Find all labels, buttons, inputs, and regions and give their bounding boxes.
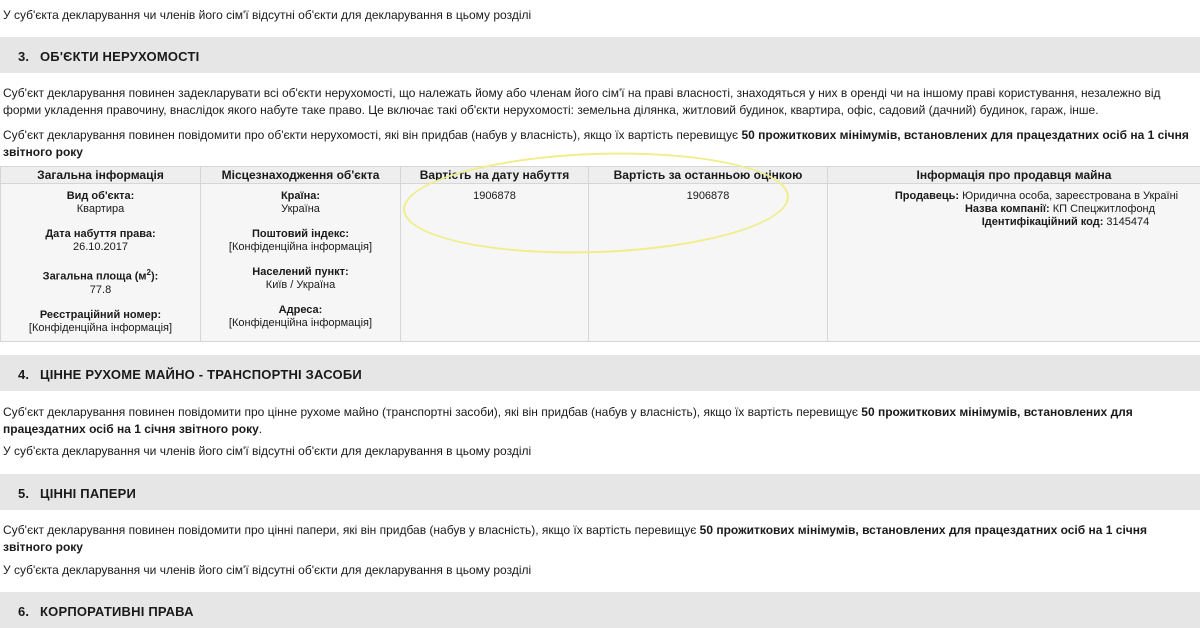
- securities-notice: Суб'єкт декларування повинен повідомити про цінні папери, які він придбав (набув у власність), якщо їх вартість перевищує 50 прожиткових мінімумів, встановлених для працездатних осіб на 1 січня звітного року: [3, 522, 1193, 556]
- col-header-value-latest: Вартість за останньою оцінкою: [589, 167, 828, 184]
- section-number: 6.: [18, 604, 29, 619]
- real-estate-table: [0, 166, 1200, 342]
- absent-notice-securities: У суб'єкта декларування чи членів його сім'ї відсутні об'єкти для декларування в цьому розділі: [3, 563, 531, 577]
- location-cell: [201, 184, 401, 342]
- postal-value: [Конфіденційна інформація]: [205, 241, 396, 254]
- section-title: ОБ'ЄКТИ НЕРУХОМОСТІ: [40, 49, 199, 64]
- reg-value: [Конфіденційна інформація]: [5, 322, 196, 335]
- real-estate-intro: Суб'єкт декларування повинен задекларувати всі об'єкти нерухомості, що належать йому або членам його сім'ї на праві власності, знаходяться у них в оренді чи на іншому праві користування, незалежно від форми укладення правочину, внаслідок якого набуте таке право. Це включає такі об'єкти нерухомості: земельна ділянка, житловий будинок, квартира, офіс, садовий (дачний) будинок, гараж, інше.: [3, 85, 1193, 119]
- section-header-securities: [0, 474, 1200, 510]
- section-number: 5.: [18, 486, 29, 501]
- table-row: [1, 184, 1200, 342]
- notice-threshold: 50 прожиткових мінімумів, встановлених для працездатних осіб на 1 січня звітного року: [3, 128, 1189, 159]
- area-label: Загальна площа $(м^2)$:: [5, 266, 196, 284]
- vehicles-notice: Суб'єкт декларування повинен повідомити про цінне рухоме майно (транспортні засоби), які він придбав (набув у власність), якщо їх вартість перевищує 50 прожиткових мінімумів, встановлених для працездатних осіб на 1 січня звітного року.: [3, 404, 1193, 438]
- area-value: 77.8: [5, 284, 196, 297]
- notice-threshold: 50 прожиткових мінімумів, встановлених для працездатних осіб на 1 січня звітного року: [3, 405, 1133, 436]
- reg-label: Реєстраційний номер:: [5, 309, 196, 322]
- notice-text: Суб'єкт декларування повинен повідомити про об'єкти нерухомості, які він придбав (набув у власність), якщо їх вартість перевищує: [3, 128, 742, 142]
- col-header-general: Загальна інформація: [1, 167, 201, 184]
- section-header-real-estate: [0, 37, 1200, 73]
- address-label: Адреса:: [205, 304, 396, 317]
- value-acquisition-cell: 1906878: [401, 184, 589, 342]
- type-label: Вид об'єкта:: [5, 190, 196, 203]
- seller-line: Продавець: Юридична особа, зареєстрована в Україні: [877, 190, 1196, 203]
- real-estate-notice: [3, 127, 1193, 161]
- section-title: ЦІННЕ РУХОМЕ МАЙНО - ТРАНСПОРТНІ ЗАСОБИ: [40, 367, 362, 382]
- code-line: Ідентифікаційний код: 3145474: [877, 216, 1196, 229]
- col-header-seller: Інформація про продавця майна: [828, 167, 1200, 184]
- absent-notice-top: У суб'єкта декларування чи членів його сім'ї відсутні об'єкти для декларування в цьому розділі: [3, 8, 531, 22]
- country-value: Україна: [205, 203, 396, 216]
- section-title: ЦІННІ ПАПЕРИ: [40, 486, 136, 501]
- section-number: 4.: [18, 367, 29, 382]
- postal-label: Поштовий індекс:: [205, 228, 396, 241]
- section-header-corporate-rights: [0, 592, 1200, 628]
- type-value: Квартира: [5, 203, 196, 216]
- city-label: Населений пункт:: [205, 266, 396, 279]
- col-header-location: Місцезнаходження об'єкта: [201, 167, 401, 184]
- address-value: [Конфіденційна інформація]: [205, 317, 396, 330]
- date-label: Дата набуття права:: [5, 228, 196, 241]
- company-line: Назва компанії: КП Спецжитлофонд: [877, 203, 1196, 216]
- city-value: Київ / Україна: [205, 279, 396, 292]
- notice-threshold: 50 прожиткових мінімумів, встановлених для працездатних осіб на 1 січня звітного року: [3, 523, 1147, 554]
- section-title: КОРПОРАТИВНІ ПРАВА: [40, 604, 194, 619]
- section-header-vehicles: [0, 355, 1200, 391]
- value-latest-cell: 1906878: [589, 184, 828, 342]
- col-header-value-acquisition: Вартість на дату набуття: [401, 167, 589, 184]
- absent-notice-vehicles: У суб'єкта декларування чи членів його сім'ї відсутні об'єкти для декларування в цьому розділі: [3, 444, 531, 458]
- date-value: 26.10.2017: [5, 241, 196, 254]
- section-number: 3.: [18, 49, 29, 64]
- country-label: Країна:: [205, 190, 396, 203]
- seller-cell: [828, 184, 1200, 342]
- general-info-cell: [1, 184, 201, 342]
